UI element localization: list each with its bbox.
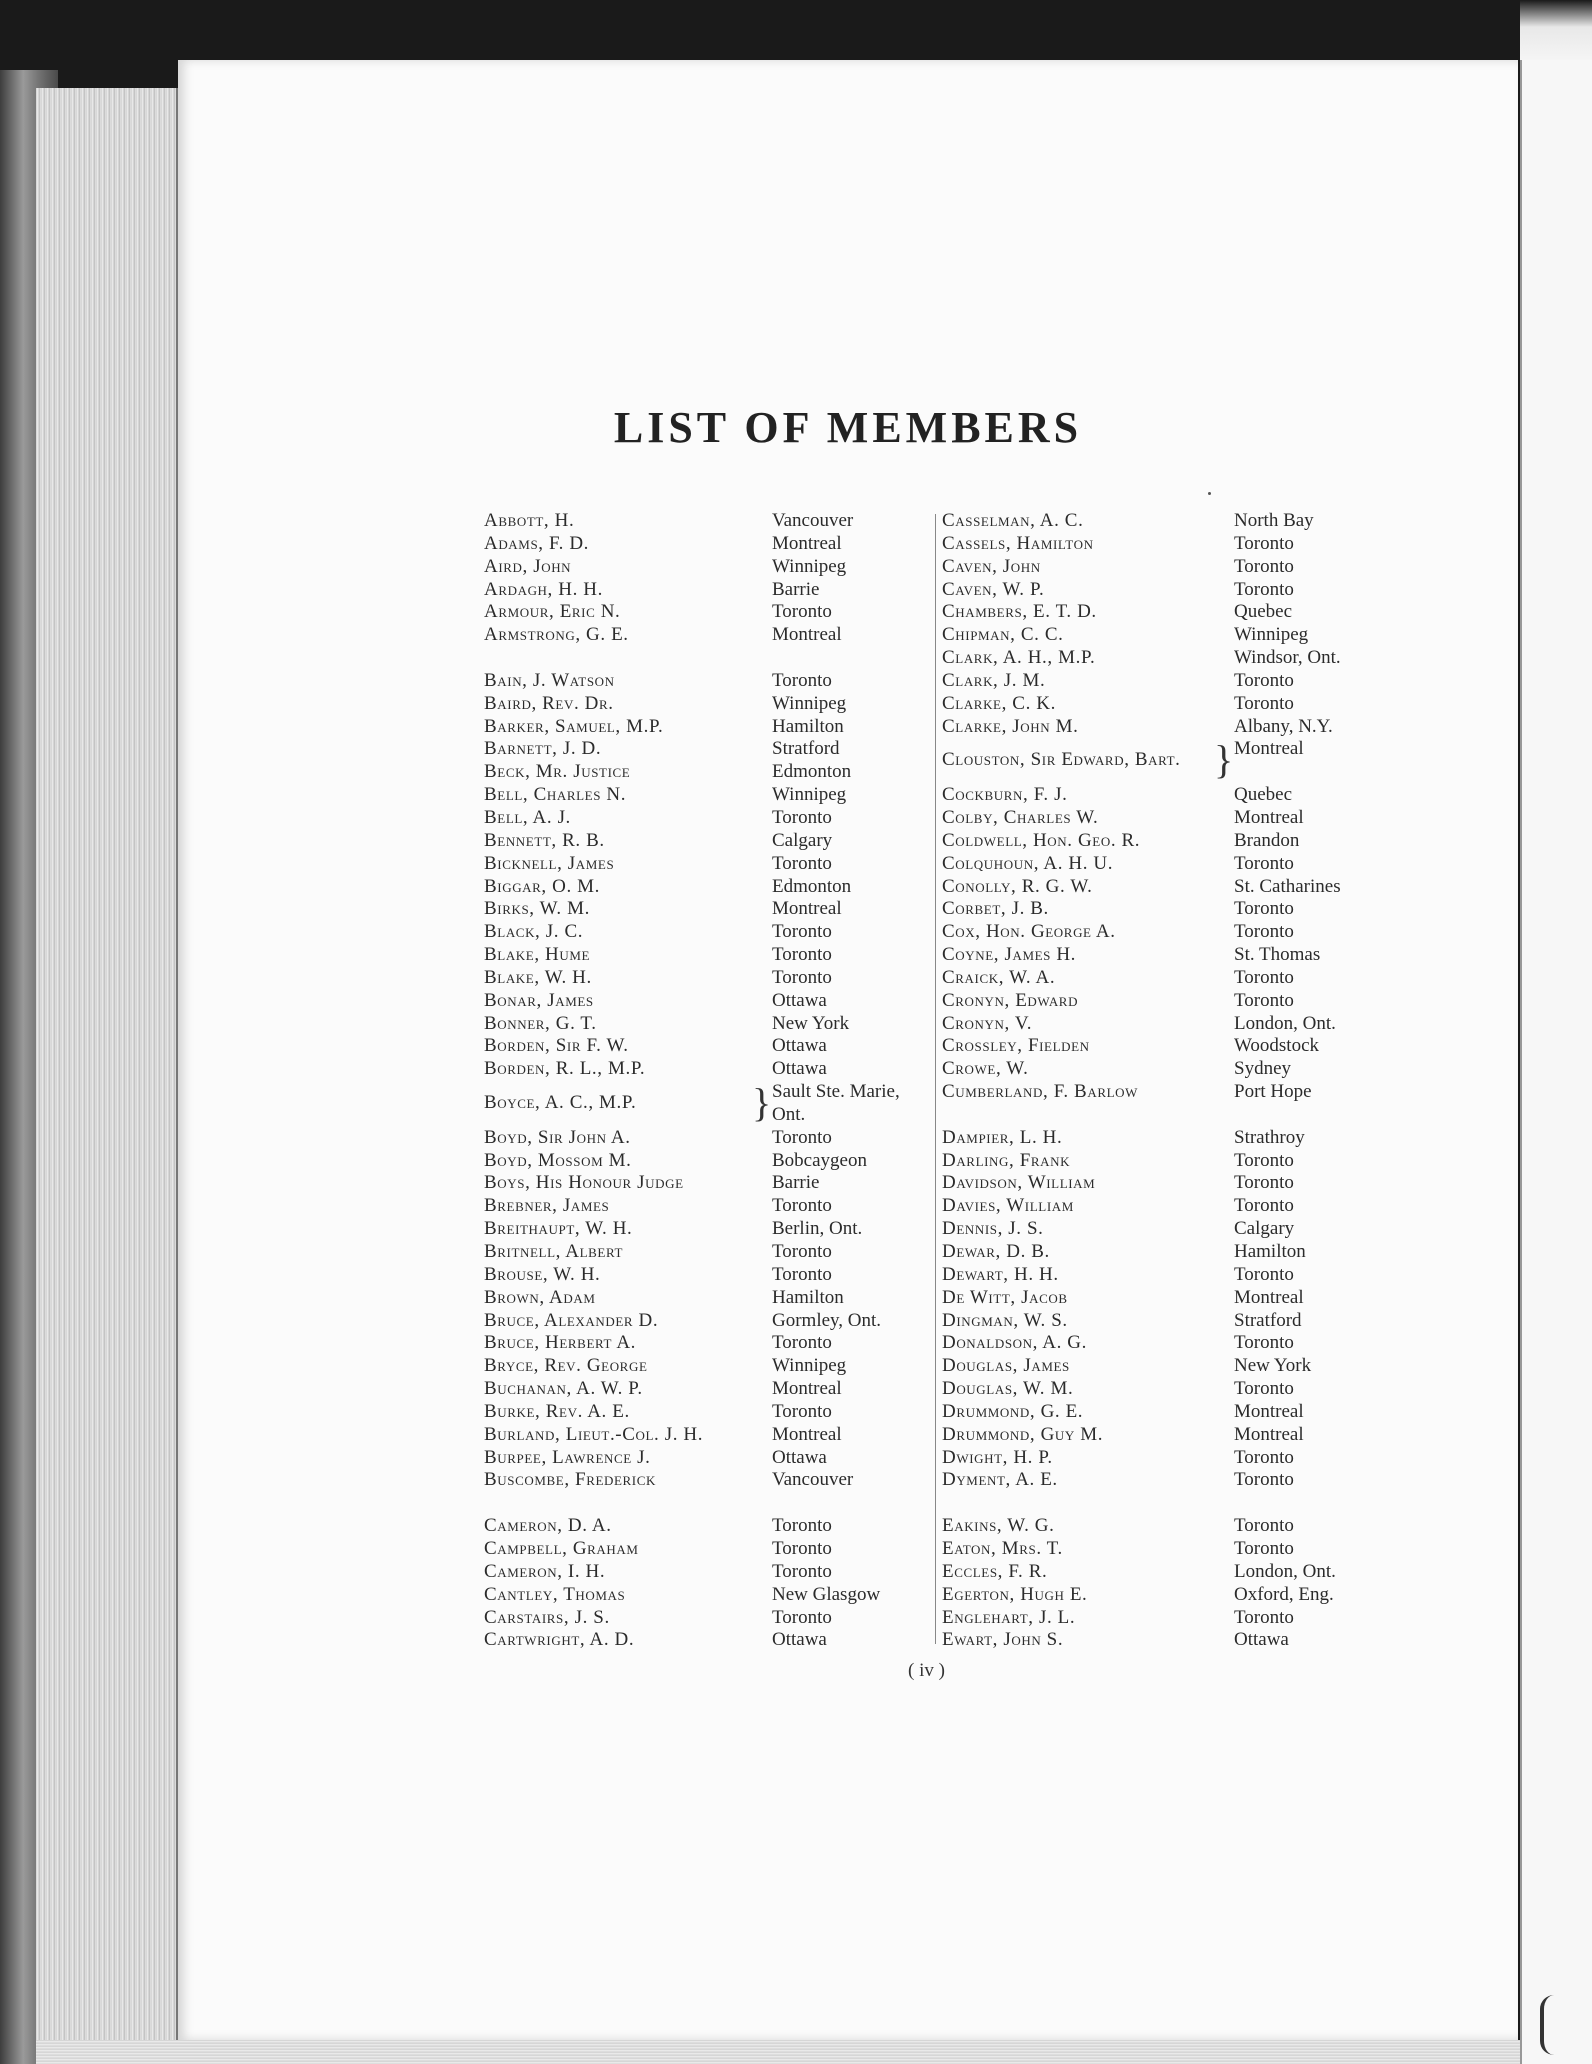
member-name: Boyd, Mossom M. [484,1149,632,1171]
member-entry [484,1401,924,1424]
member-name: Baird, Rev. Dr. [484,692,614,714]
member-city: North Bay [1234,510,1314,531]
member-entry [484,1629,924,1652]
member-city: Toronto [772,1332,832,1354]
member-name: Armour, Eric N. [484,601,621,623]
member-entry [484,1538,924,1561]
member-entry [942,1218,1382,1241]
member-entry [484,1584,924,1607]
member-city: Toronto [1234,1263,1294,1285]
member-city: Hamilton [772,1286,844,1308]
member-entry [484,1127,924,1150]
member-entry [484,1172,924,1195]
member-name: Biggar, O. M. [484,875,601,897]
member-city: Toronto [772,1400,832,1422]
member-name: Dampier, L. H. [942,1126,1063,1148]
member-entry [942,1172,1382,1195]
member-city: Edmonton [772,761,852,783]
member-city: New York [1234,1355,1312,1377]
member-city: Toronto [772,1606,832,1628]
member-city: Toronto [1234,555,1294,577]
section-gap [942,1492,1382,1515]
member-entry [484,1469,924,1492]
member-city: Toronto [1234,692,1294,714]
member-name: Borden, Sir F. W. [484,1035,629,1057]
brace-mark: } [752,1080,772,1126]
member-name: Egerton, Hugh E. [942,1583,1088,1605]
member-city: New York [772,1012,850,1034]
member-name: Colquhoun, A. H. U. [942,852,1114,874]
member-city: Montreal [772,1378,842,1400]
member-entry [942,1469,1382,1492]
member-entry [484,944,924,967]
member-city: Winnipeg [772,784,847,806]
member-name: Chipman, C. C. [942,624,1064,646]
member-city: Ottawa [772,989,827,1011]
member-entry [484,1607,924,1630]
member-city: Toronto [772,852,832,874]
member-city: Toronto [772,669,832,691]
member-entry [942,1264,1382,1287]
speck [1208,492,1211,495]
member-name: Abbott, H. [484,510,575,531]
member-city: Hamilton [1234,1241,1306,1262]
member-name: Englehart, J. L. [942,1606,1076,1628]
member-entry [942,1401,1382,1424]
member-entry [942,1424,1382,1447]
member-name: Davies, William [942,1195,1074,1217]
member-name: Clarke, John M. [942,715,1079,737]
member-city: Toronto [1234,1172,1294,1194]
member-entry [484,1561,924,1584]
member-name: Cronyn, V. [942,1012,1033,1034]
member-name: Breithaupt, W. H. [484,1218,633,1240]
member-entry [942,1447,1382,1470]
member-city: Albany, N.Y. [1234,715,1333,737]
member-entry [942,1035,1382,1058]
member-city: Toronto [1234,852,1294,874]
member-city: Montreal [1234,1286,1304,1308]
member-name: Brebner, James [484,1195,610,1217]
member-city: Montreal [772,532,842,554]
member-city: Toronto [772,921,832,943]
member-entry [484,1515,924,1538]
member-name: Bell, Charles N. [484,784,627,806]
member-entry [484,921,924,944]
member-city: Toronto [1234,1606,1294,1628]
member-entry [484,1195,924,1218]
member-entry [942,716,1382,739]
member-entry [942,556,1382,579]
member-name: Bryce, Rev. George [484,1355,648,1377]
member-name: Brouse, W. H. [484,1263,601,1285]
member-name: Bonar, James [484,989,594,1011]
member-city: Toronto [772,966,832,988]
member-city: Vancouver [772,1469,854,1491]
next-page-edge [1520,60,1592,2064]
member-name: Donaldson, A. G. [942,1332,1087,1354]
member-city: Toronto [772,1241,832,1262]
member-entry [942,579,1382,602]
member-city: Montreal [772,1423,842,1445]
member-city: Montreal [772,898,842,920]
member-entry [484,1058,924,1081]
member-city: Ottawa [772,1035,827,1057]
member-city: Toronto [772,944,832,966]
member-name: Clark, J. M. [942,669,1046,691]
member-city: Toronto [1234,1469,1294,1491]
member-city: Quebec [1234,601,1293,623]
member-city: Montreal [1234,1423,1304,1445]
page-edges [36,88,178,2064]
member-city: Montreal [1234,1400,1304,1422]
member-name: Bennett, R. B. [484,829,605,851]
member-city: New Glasgow [772,1583,881,1605]
member-entry [942,1013,1382,1036]
member-entry [942,1378,1382,1401]
member-name: Craick, W. A. [942,966,1056,988]
member-entry [942,1561,1382,1584]
member-entry [484,716,924,739]
member-name: Dennis, J. S. [942,1218,1044,1240]
member-entry [942,738,1382,784]
member-city: Winnipeg [1234,624,1309,646]
member-name: Campbell, Graham [484,1537,639,1559]
top-right-edge [1520,0,1592,60]
member-entry [942,784,1382,807]
member-name: Bruce, Herbert A. [484,1332,636,1354]
member-name: Cassels, Hamilton [942,532,1094,554]
member-entry [942,1355,1382,1378]
member-entry [942,1127,1382,1150]
member-name: Colby, Charles W. [942,806,1099,828]
member-city: Toronto [1234,669,1294,691]
member-entry [942,1287,1382,1310]
member-name: Cronyn, Edward [942,989,1079,1011]
member-entry [942,1058,1382,1081]
member-city: Ottawa [772,1629,827,1651]
member-entry [942,990,1382,1013]
member-name: Armstrong, G. E. [484,624,629,646]
member-name: Dyment, A. E. [942,1469,1058,1491]
member-name: Bain, J. Watson [484,669,615,691]
member-city: Ottawa [772,1058,827,1080]
page-number: ( iv ) [908,1660,945,1681]
next-page-mark [1540,1995,1574,2055]
member-name: Coyne, James H. [942,944,1077,966]
member-entry [484,967,924,990]
member-entry [484,1035,924,1058]
member-city: Hamilton [772,715,844,737]
member-city: Woodstock [1234,1035,1320,1057]
member-entry [942,921,1382,944]
member-entry [484,898,924,921]
member-city: Toronto [1234,1446,1294,1468]
member-name: Blake, W. H. [484,966,592,988]
member-city: Toronto [772,1195,832,1217]
member-city: Barrie [772,1172,820,1194]
member-entry [484,990,924,1013]
member-city: Toronto [772,1560,832,1582]
member-name: Drummond, G. E. [942,1400,1084,1422]
member-name: Britnell, Albert [484,1241,623,1262]
member-city: Stratford [772,738,840,760]
members-column-left [484,510,924,1652]
member-city: Toronto [772,1263,832,1285]
member-city: Sydney [1234,1058,1291,1080]
member-name: Casselman, A. C. [942,510,1084,531]
member-name: Black, J. C. [484,921,584,943]
member-name: Barnett, J. D. [484,738,602,760]
member-name: Dewart, H. H. [942,1263,1059,1285]
member-name: Coldwell, Hon. Geo. R. [942,829,1141,851]
member-entry [942,647,1382,670]
member-name: Caven, W. P. [942,578,1045,600]
member-entry [484,876,924,899]
member-entry [484,738,924,761]
member-city: Toronto [772,1126,832,1148]
member-entry [942,601,1382,624]
member-entry [942,898,1382,921]
member-entry [484,1424,924,1447]
member-city: London, Ont. [1234,1012,1336,1034]
member-entry [484,1081,924,1127]
member-name: Adams, F. D. [484,532,590,554]
member-city: Edmonton [772,875,852,897]
member-city: St. Thomas [1234,944,1321,966]
member-city: London, Ont. [1234,1560,1336,1582]
member-city: Quebec [1234,784,1293,806]
member-entry [484,624,924,647]
member-name: Boys, His Honour Judge [484,1172,684,1194]
member-name: Bell, A. J. [484,806,571,828]
member-entry [484,601,924,624]
member-name: Burland, Lieut.-Col. J. H. [484,1423,704,1445]
member-name: Boyd, Sir John A. [484,1126,631,1148]
member-name: Cameron, D. A. [484,1515,612,1537]
member-entry [484,533,924,556]
member-name: Buscombe, Frederick [484,1469,656,1491]
member-name: Borden, R. L., M.P. [484,1058,646,1080]
member-city: Calgary [1234,1218,1295,1240]
member-city: Strathroy [1234,1126,1305,1148]
member-entry [484,670,924,693]
member-city: Toronto [1234,578,1294,600]
member-city: Toronto [1234,532,1294,554]
member-name: Blake, Hume [484,944,591,966]
member-city: Ottawa [772,1446,827,1468]
member-entry [942,510,1382,533]
member-entry [484,579,924,602]
member-name: Burke, Rev. A. E. [484,1400,630,1422]
member-name: Davidson, William [942,1172,1096,1194]
member-city: Windsor, Ont. [1234,647,1341,669]
member-entry [942,807,1382,830]
member-name: Darling, Frank [942,1149,1071,1171]
member-name: Crossley, Fielden [942,1035,1090,1057]
member-entry [484,830,924,853]
member-city: Port Hope [1234,1081,1312,1103]
member-entry [942,944,1382,967]
member-entry [484,1241,924,1264]
member-name: Bonner, G. T. [484,1012,597,1034]
member-entry [942,624,1382,647]
member-name: Corbet, J. B. [942,898,1049,920]
member-name: Douglas, W. M. [942,1378,1074,1400]
member-name: Brown, Adam [484,1286,596,1308]
member-entry [484,784,924,807]
member-entry [942,876,1382,899]
member-name: Caven, John [942,555,1041,577]
member-city: Montreal [1234,806,1304,828]
section-gap [484,647,924,670]
member-entry [484,1310,924,1333]
member-city: Winnipeg [772,1355,847,1377]
member-city: Brandon [1234,829,1300,851]
member-name: Cartwright, A. D. [484,1629,635,1651]
member-name: Eaton, Mrs. T. [942,1537,1063,1559]
member-name: Cameron, I. H. [484,1560,606,1582]
member-name: Clark, A. H., M.P. [942,647,1096,669]
member-entry [942,1629,1382,1652]
member-name: Burpee, Lawrence J. [484,1446,651,1468]
member-name: Buchanan, A. W. P. [484,1378,643,1400]
member-name: Boyce, A. C., M.P. [484,1092,637,1114]
member-entry [484,1218,924,1241]
member-city: Oxford, Eng. [1234,1583,1334,1605]
member-city: Montreal [1234,738,1304,760]
member-city: Montreal [772,624,842,646]
member-city: Toronto [1234,1515,1294,1537]
member-entry [942,1332,1382,1355]
member-entry [484,1264,924,1287]
member-entry [942,853,1382,876]
member-entry [484,693,924,716]
member-name: Barker, Samuel, M.P. [484,715,664,737]
member-name: Carstairs, J. S. [484,1606,610,1628]
member-entry [484,1332,924,1355]
member-name: Bicknell, James [484,852,615,874]
member-city: Toronto [1234,1537,1294,1559]
member-entry [484,807,924,830]
member-entry [484,1378,924,1401]
member-entry [942,1515,1382,1538]
member-name: Bruce, Alexander D. [484,1309,659,1331]
member-entry [942,533,1382,556]
member-entry [942,670,1382,693]
member-city: Toronto [772,1537,832,1559]
member-entry [942,1195,1382,1218]
member-name: Conolly, R. G. W. [942,875,1093,897]
member-entry [484,556,924,579]
member-entry [484,1013,924,1036]
member-name: Ardagh, H. H. [484,578,603,600]
member-city: Toronto [1234,989,1294,1011]
member-name: Dingman, W. S. [942,1309,1068,1331]
member-entry [484,853,924,876]
member-city: Ottawa [1234,1629,1289,1651]
member-city: Calgary [772,829,833,851]
column-divider [935,514,936,1644]
member-name: Clouston, Sir Edward, Bart. [942,749,1181,771]
members-column-right [942,510,1382,1652]
member-entry [942,1081,1382,1104]
member-city: Vancouver [772,510,854,531]
page-title: LIST OF MEMBERS [613,403,1083,452]
member-name: Clarke, C. K. [942,692,1056,714]
member-entry [942,1607,1382,1630]
member-name: Cockburn, F. J. [942,784,1068,806]
member-name: Dwight, H. P. [942,1446,1053,1468]
member-entry [484,1150,924,1173]
member-name: Cumberland, F. Barlow [942,1081,1138,1103]
member-name: Ewart, John S. [942,1629,1064,1651]
member-city: Berlin, Ont. [772,1218,863,1240]
member-name: Birks, W. M. [484,898,590,920]
brace-mark: } [1214,737,1234,783]
member-city: Toronto [1234,1332,1294,1354]
member-city: Toronto [772,806,832,828]
member-entry [942,1310,1382,1333]
page-edges-bottom [36,2040,1536,2064]
member-entry [484,510,924,533]
member-city: Toronto [1234,1378,1294,1400]
member-entry [484,761,924,784]
member-city: Winnipeg [772,692,847,714]
member-city: Toronto [1234,921,1294,943]
member-name: Drummond, Guy M. [942,1423,1104,1445]
member-city: Stratford [1234,1309,1302,1331]
member-name: Dewar, D. B. [942,1241,1050,1262]
member-entry [942,1538,1382,1561]
member-city: Toronto [1234,898,1294,920]
member-name: Eakins, W. G. [942,1515,1055,1537]
member-entry [942,1150,1382,1173]
member-city: Toronto [1234,1195,1294,1217]
section-gap [484,1492,924,1515]
member-city: Toronto [1234,966,1294,988]
member-city: Barrie [772,578,820,600]
member-city: Sault Ste. Marie, Ont. [772,1081,900,1125]
member-name: Aird, John [484,555,572,577]
member-name: Cantley, Thomas [484,1583,626,1605]
section-gap [942,1104,1382,1127]
member-entry [484,1287,924,1310]
member-name: De Witt, Jacob [942,1286,1068,1308]
member-entry [484,1355,924,1378]
member-entry [942,693,1382,716]
member-entry [484,1447,924,1470]
member-name: Cox, Hon. George A. [942,921,1116,943]
member-city: Bobcaygeon [772,1149,867,1171]
member-city: Toronto [1234,1149,1294,1171]
member-entry [942,830,1382,853]
member-name: Crowe, W. [942,1058,1029,1080]
member-entry [942,1241,1382,1264]
member-city: Toronto [772,1515,832,1537]
member-city: Winnipeg [772,555,847,577]
member-entry [942,967,1382,990]
member-city: Gormley, Ont. [772,1309,882,1331]
member-entry [942,1584,1382,1607]
member-name: Chambers, E. T. D. [942,601,1097,623]
member-name: Douglas, James [942,1355,1070,1377]
member-city: St. Catharines [1234,875,1341,897]
member-city: Toronto [772,601,832,623]
member-name: Eccles, F. R. [942,1560,1048,1582]
member-name: Beck, Mr. Justice [484,761,631,783]
